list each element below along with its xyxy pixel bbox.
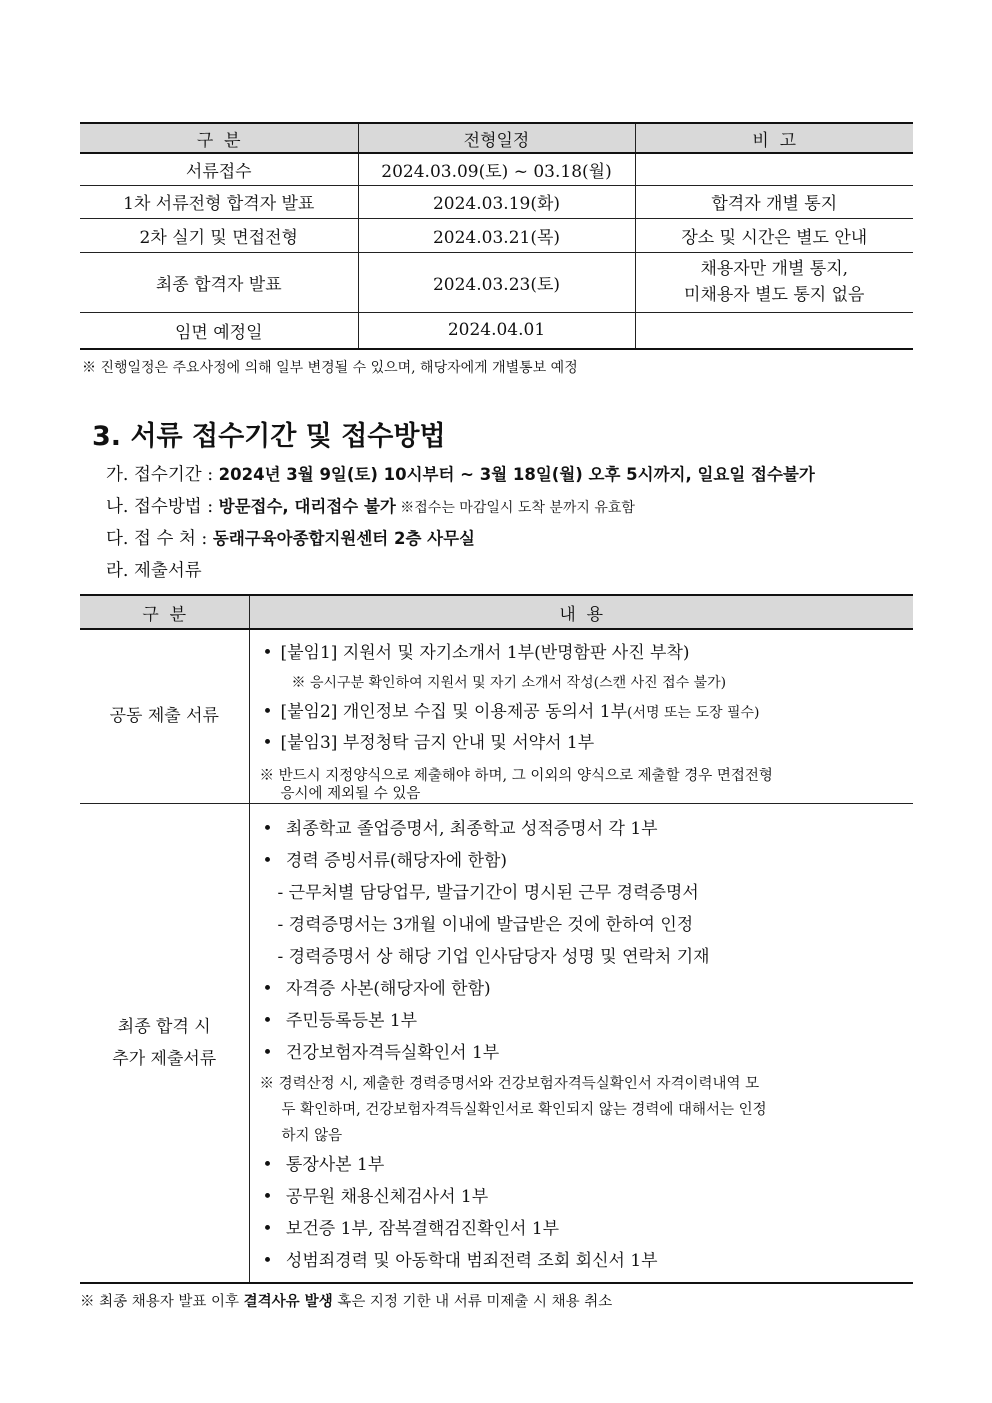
table-row [80,218,913,252]
final-content [249,803,913,1283]
row-date: 2024.03.09(토) ~ 03.18(월) [358,153,635,185]
sub-item: - 경력증명서 상 해당 기업 인사담당자 성명 및 연락처 기재 [277,946,710,967]
common-category: 공동 제출 서류 [80,629,249,803]
list-item: • 통장사본 1부 [262,1154,385,1175]
row-remark [635,312,913,349]
remark-line: 미채용자 별도 통지 없음 [684,285,865,305]
row-date: 2024.03.21(목) [358,218,635,252]
method-value: 방문접수, 대리접수 불가 [218,497,396,516]
schedule-note: ※ 진행일정은 주요사정에 의해 일부 변경될 수 있으며, 해당자에게 개별통보 예정 [82,360,578,376]
table-row [80,803,913,1283]
common-note-line: ※ 반드시 지정양식으로 제출해야 하며, 그 이외의 양식으로 제출할 경우 면접전형 [259,768,773,784]
place-value: 동래구육아종합지원센터 2층 사무실 [212,529,475,548]
period-value: 2024년 3월 9일(토) 10시부터 ~ 3월 18일(월) 오후 5시까지, 일요일 접수불가 [218,465,815,484]
common-content [249,629,913,803]
row-label: 최종 합격자 발표 [80,252,358,312]
sub-item: - 경력증명서는 3개월 이내에 발급받은 것에 한하여 인정 [277,914,694,935]
row-remark: 합격자 개별 통지 [635,185,913,218]
header-schedule: 전형일정 [358,123,635,153]
schedule-table [80,122,913,350]
list-item: • 성범죄경력 및 아동학대 범죄전력 조회 회신서 1부 [262,1250,658,1271]
section-title: 3. 서류 접수기간 및 접수방법 [92,421,446,452]
list-item: • 공무원 채용신체검사서 1부 [262,1186,489,1207]
final-note-line: ※ 경력산정 시, 제출한 경력증명서와 건강보험자격득실확인서 자격이력내역 모 [259,1075,760,1092]
table-row [80,252,913,312]
list-item: • 경력 증빙서류(해당자에 한함) [262,850,508,871]
final-note-line: 하지 않음 [281,1127,343,1144]
list-item: • [붙임3] 부정청탁 금지 안내 및 서약서 1부 [262,733,595,753]
footer-note: ※ 최종 채용자 발표 이후 결격사유 발생 혹은 지정 기한 내 서류 미제출 시 채용 취소 [80,1294,613,1310]
list-item: • 최종학교 졸업증명서, 최종학교 성적증명서 각 1부 [262,818,658,839]
header-category: 구 분 [80,595,249,629]
row-remark: 장소 및 시간은 별도 안내 [635,218,913,252]
table-row [80,153,913,185]
remark-line: 채용자만 개별 통지, [700,259,849,279]
list-item: • 보건증 1부, 잠복결핵검진확인서 1부 [262,1218,560,1239]
list-item: • 주민등록등본 1부 [262,1010,418,1031]
list-item-note: ※ 응시구분 확인하여 지원서 및 자기 소개서 작성(스캔 사진 접수 불가) [291,675,727,691]
row-date: 2024.04.01 [358,312,635,349]
place-label: 다. 접 수 처 : [106,529,213,549]
list-item: • [붙임1] 지원서 및 자기소개서 1부(반명함판 사진 부착) [262,643,690,663]
list-item: • 건강보험자격득실확인서 1부 [262,1042,500,1063]
list-item: • 자격증 사본(해당자에 한함) [262,978,491,999]
table-row [80,312,913,349]
row-remark [635,252,913,312]
header-remarks: 비 고 [635,123,913,153]
period-line [106,461,815,486]
header-content: 내 용 [249,595,913,629]
table-row [80,629,913,803]
row-remark [635,153,913,185]
row-label: 임면 예정일 [80,312,358,349]
row-date: 2024.03.19(화) [358,185,635,218]
sub-item: - 근무처별 담당업무, 발급기간이 명시된 근무 경력증명서 [277,882,699,903]
final-note-line: 두 확인하며, 건강보험자격득실확인서로 확인되지 않는 경력에 대해서는 인정 [281,1101,767,1118]
method-note: ※접수는 마감일시 도착 분까지 유효함 [395,500,635,516]
row-label: 서류접수 [80,153,358,185]
table-header-row [80,595,913,629]
row-date: 2024.03.23(토) [358,252,635,312]
header-category: 구 분 [80,123,358,153]
list-item: • [붙임2] 개인정보 수집 및 이용제공 동의서 1부(서명 또는 도장 필수) [262,702,760,722]
row-label: 2차 실기 및 면접전형 [80,218,358,252]
final-category: 최종 합격 시 추가 제출서류 [80,803,249,1283]
documents-table [80,594,913,1284]
documents-label: 라. 제출서류 [106,561,202,581]
table-header-row [80,123,913,153]
period-label: 가. 접수기간 : [106,465,219,485]
method-label: 나. 접수방법 : [106,497,219,517]
row-label: 1차 서류전형 합격자 발표 [80,185,358,218]
place-line [106,525,475,550]
common-note-line: 응시에 제외될 수 있음 [280,786,421,802]
method-line [106,493,635,518]
table-row [80,185,913,218]
